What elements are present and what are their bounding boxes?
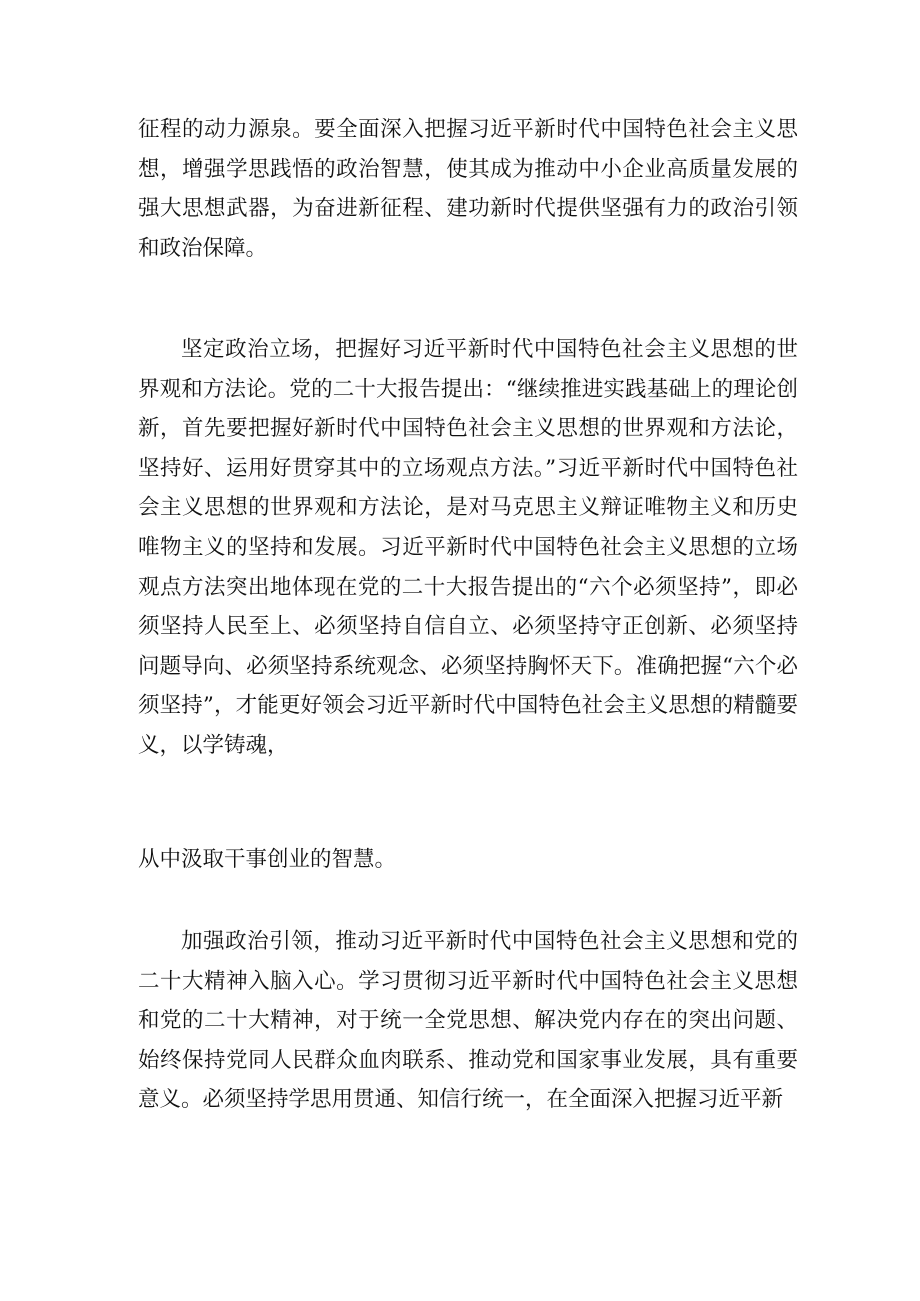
paragraph-3: 从中汲取干事创业的智慧。 xyxy=(138,847,397,872)
paragraph-4: 加强政治引领，推动习近平新时代中国特色社会主义思想和党的二十大精神入脑入心。学习贯彻习近平新时代中国特色社会主义思想和党的二十大精神，对于统一全党思想、解决党内存在的突出问题、始终保持党同人民群众血肉联系、推动党和国家事业发展，具有重要意义。必须坚持学思用贯通、知信行统一，在全面深入把握习近平新 xyxy=(138,929,798,1113)
paragraph-1: 征程的动力源泉。要全面深入把握习近平新时代中国特色社会主义思想，增强学思践悟的政治智慧，使其成为推动中小企业高质量发展的强大思想武器，为奋进新征程、建功新时代提供坚强有力的政治引领和政治保障。 xyxy=(138,117,798,261)
paragraph-2: 坚定政治立场，把握好习近平新时代中国特色社会主义思想的世界观和方法论。党的二十大报告提出：“继续推进实践基础上的理论创新，首先要把握好新时代中国特色社会主义思想的世界观和方法论，坚持好、运用好贯穿其中的立场观点方法。”习近平新时代中国特色社会主义思想的世界观和方法论，是对马克思主义辩证唯物主义和历史唯物主义的坚持和发展。习近平新时代中国特色社会主义思想的立场观点方法突出地体现在党的二十大报告提出的“六个必须坚持”，即必须坚持人民至上、必须坚持自信自立、必须坚持守正创新、必须坚持问题导向、必须坚持系统观念、必须坚持胸怀天下。准确把握“六个必须坚持”，才能更好领会习近平新时代中国特色社会主义思想的精髓要义，以学铸魂， xyxy=(138,337,798,758)
